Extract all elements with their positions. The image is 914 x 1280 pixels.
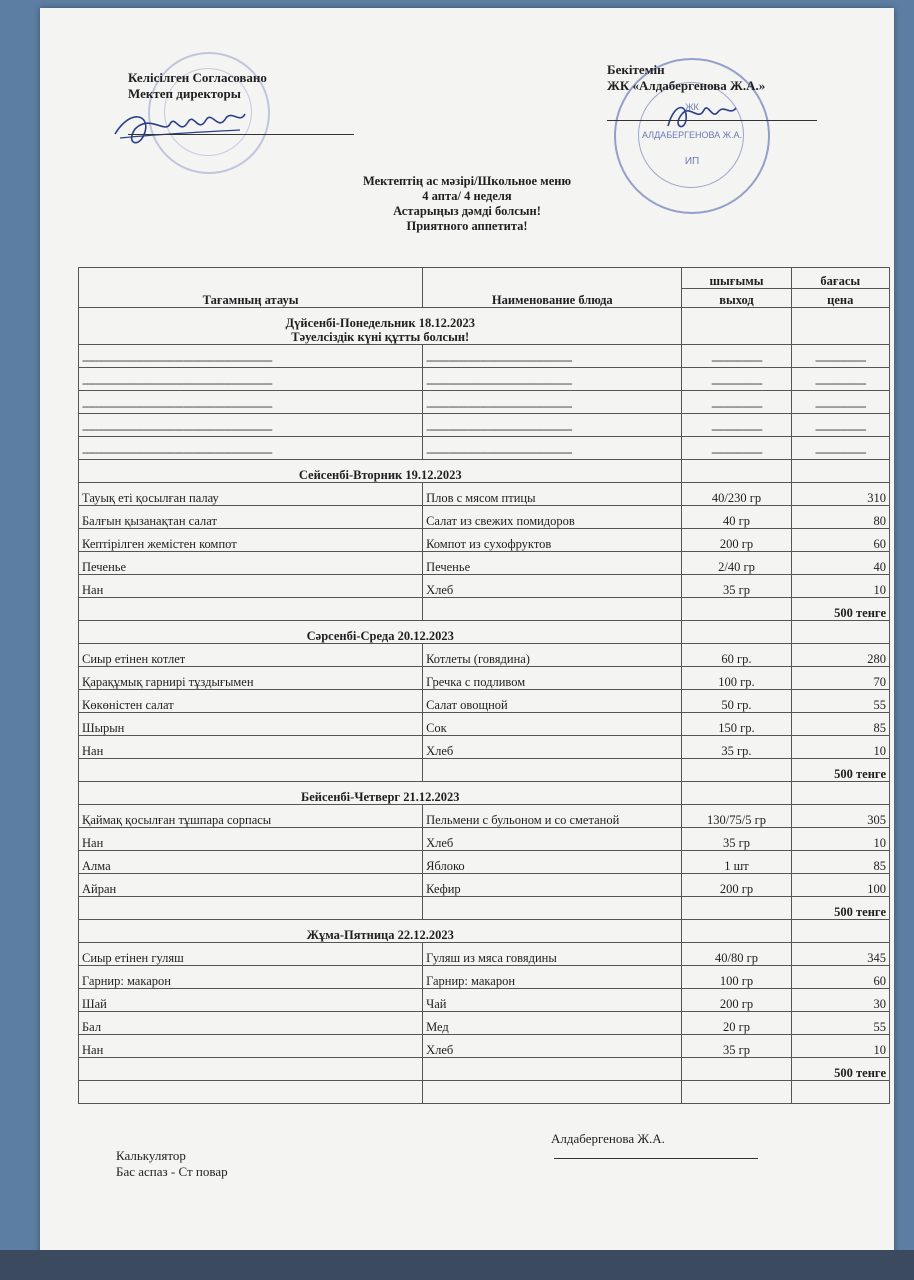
- table-row: [79, 483, 890, 506]
- dash-cell-price: ----------------: [791, 368, 889, 391]
- dish-name-kz: Нан: [79, 828, 423, 851]
- dish-price: 345: [791, 943, 889, 966]
- approver-signature: [660, 96, 740, 136]
- dash-cell-kz: ------------------------------------------------------------: [79, 437, 423, 460]
- dish-output: 40/80 гр: [682, 943, 791, 966]
- day-total-row: [79, 598, 890, 621]
- dish-price: 280: [791, 644, 889, 667]
- dish-name-ru: Хлеб: [423, 736, 682, 759]
- table-row: [79, 966, 890, 989]
- table-row: [79, 690, 890, 713]
- day-header-row: [79, 460, 890, 483]
- dish-price: 10: [791, 736, 889, 759]
- empty-cell: [682, 920, 791, 943]
- empty-cell: [791, 920, 889, 943]
- dash-cell-output: ----------------: [682, 391, 791, 414]
- dash-cell-ru: ----------------------------------------------: [423, 414, 682, 437]
- dish-output: 100 гр: [682, 966, 791, 989]
- dish-name-ru: Плов с мясом птицы: [423, 483, 682, 506]
- table-row: [79, 667, 890, 690]
- dish-output: 130/75/5 гр: [682, 805, 791, 828]
- right-signature-line: [607, 120, 817, 121]
- dish-output: 40 гр: [682, 506, 791, 529]
- table-row: [79, 529, 890, 552]
- dish-name-kz: Айран: [79, 874, 423, 897]
- dish-output: 200 гр: [682, 529, 791, 552]
- dish-name-kz: Нан: [79, 736, 423, 759]
- dash-cell-kz: ------------------------------------------------------------: [79, 345, 423, 368]
- table-row: [79, 874, 890, 897]
- dish-output: 35 гр: [682, 1035, 791, 1058]
- day-title-text: Дүйсенбі-Понедельник 18.12.2023: [285, 316, 475, 330]
- dish-name-ru: Гуляш из мяса говядины: [423, 943, 682, 966]
- day-total-row: [79, 897, 890, 920]
- day-title: [79, 460, 682, 483]
- dish-output: 2/40 гр: [682, 552, 791, 575]
- dish-price: 85: [791, 851, 889, 874]
- dish-name-ru: Мед: [423, 1012, 682, 1035]
- dish-name-ru: Хлеб: [423, 575, 682, 598]
- dashed-row: [79, 414, 890, 437]
- dish-name-kz: Бал: [79, 1012, 423, 1035]
- dashed-row: [79, 368, 890, 391]
- col-header-ru: Наименование блюда: [423, 268, 682, 308]
- table-row: [79, 713, 890, 736]
- day-title: [79, 920, 682, 943]
- empty-cell: [791, 621, 889, 644]
- dish-name-ru: Чай: [423, 989, 682, 1012]
- day-header-row: [79, 621, 890, 644]
- table-end-row: [79, 1081, 890, 1104]
- stamp-name-text: АЛДАБЕРГЕНОВА Ж.А.: [641, 130, 742, 140]
- dashed-row: [79, 345, 890, 368]
- dash-cell-output: ----------------: [682, 437, 791, 460]
- dish-name-kz: Гарнир: макарон: [79, 966, 423, 989]
- empty-cell: [423, 897, 682, 920]
- empty-cell: [423, 598, 682, 621]
- stamp-center-text: ИП: [684, 156, 700, 167]
- dish-price: 80: [791, 506, 889, 529]
- dish-name-ru: Хлеб: [423, 828, 682, 851]
- dish-name-ru: Яблоко: [423, 851, 682, 874]
- dish-name-ru: Пельмени с бульоном и со сметаной: [423, 805, 682, 828]
- dish-name-kz: Қаймақ қосылған тұшпара сорпасы: [79, 805, 423, 828]
- dish-output: 150 гр.: [682, 713, 791, 736]
- day-title-text: Сейсенбі-Вторник 19.12.2023: [298, 468, 462, 482]
- dish-price: 30: [791, 989, 889, 1012]
- dish-output: 100 гр.: [682, 667, 791, 690]
- dish-name-ru: Кефир: [423, 874, 682, 897]
- dish-name-kz: Тауық еті қосылған палау: [79, 483, 423, 506]
- footer-signature-line: [554, 1158, 758, 1159]
- menu-title-block: [40, 174, 894, 234]
- dash-cell-ru: ----------------------------------------------: [423, 345, 682, 368]
- empty-cell: [791, 1081, 889, 1104]
- dish-price: 10: [791, 575, 889, 598]
- dash-cell-ru: ----------------------------------------------: [423, 368, 682, 391]
- empty-cell: [423, 1058, 682, 1081]
- day-total: 500 тенге: [791, 759, 889, 782]
- empty-cell: [682, 598, 791, 621]
- dish-price: 85: [791, 713, 889, 736]
- dish-name-ru: Сок: [423, 713, 682, 736]
- dish-output: 200 гр: [682, 874, 791, 897]
- dish-name-kz: Нан: [79, 575, 423, 598]
- dash-cell-ru: ----------------------------------------------: [423, 391, 682, 414]
- dish-output: 50 гр.: [682, 690, 791, 713]
- dish-output: 20 гр: [682, 1012, 791, 1035]
- day-title-text: Бейсенбі-Четверг 21.12.2023: [300, 790, 460, 804]
- dish-output: 200 гр: [682, 989, 791, 1012]
- dish-name-ru: Гречка с подливом: [423, 667, 682, 690]
- empty-cell: [682, 308, 791, 345]
- dashed-row: [79, 437, 890, 460]
- table-row: [79, 1012, 890, 1035]
- empty-cell: [682, 460, 791, 483]
- day-title-text: Сәрсенбі-Среда 20.12.2023: [306, 629, 454, 643]
- dish-price: 310: [791, 483, 889, 506]
- footer-name: Алдабергенова Ж.А.: [551, 1131, 665, 1146]
- dish-output: 35 гр.: [682, 736, 791, 759]
- right-approval-sub: ЖК «Алдабергенова Ж.А.»: [607, 78, 766, 93]
- dish-name-kz: Сиыр етінен котлет: [79, 644, 423, 667]
- dash-cell-kz: ------------------------------------------------------------: [79, 391, 423, 414]
- empty-cell: [682, 759, 791, 782]
- col-header-price-kz: бағасы: [791, 268, 889, 289]
- stamp-top-text: ЖК: [685, 102, 699, 112]
- dash-cell-ru: ----------------------------------------------: [423, 437, 682, 460]
- col-header-output-kz: шығымы: [682, 268, 791, 289]
- dish-name-ru: Компот из сухофруктов: [423, 529, 682, 552]
- day-subtitle-text: Тәуелсіздік күні құтты болсын!: [291, 330, 470, 344]
- menu-week: 4 апта/ 4 неделя: [422, 189, 512, 203]
- table-row: [79, 943, 890, 966]
- dash-cell-kz: ------------------------------------------------------------: [79, 368, 423, 391]
- empty-cell: [682, 782, 791, 805]
- empty-cell: [791, 782, 889, 805]
- dish-name-kz: Печенье: [79, 552, 423, 575]
- col-header-price-ru: цена: [791, 289, 889, 308]
- dash-cell-output: ----------------: [682, 345, 791, 368]
- dash-cell-price: ----------------: [791, 437, 889, 460]
- right-approval-title: Бекітемін: [607, 62, 665, 77]
- dish-price: 60: [791, 529, 889, 552]
- day-title-text: Жұма-Пятница 22.12.2023: [306, 928, 454, 942]
- day-total: 500 тенге: [791, 897, 889, 920]
- dish-name-kz: Шырын: [79, 713, 423, 736]
- dish-price: 70: [791, 667, 889, 690]
- dash-cell-output: ----------------: [682, 368, 791, 391]
- dish-price: 10: [791, 1035, 889, 1058]
- menu-table: [78, 267, 890, 1104]
- table-row: [79, 851, 890, 874]
- dish-output: 35 гр: [682, 575, 791, 598]
- empty-cell: [791, 460, 889, 483]
- table-row: [79, 575, 890, 598]
- dashed-row: [79, 391, 890, 414]
- table-row: [79, 506, 890, 529]
- day-title: [79, 308, 682, 345]
- dish-name-kz: Шай: [79, 989, 423, 1012]
- menu-wish-ru: Приятного аппетита!: [406, 219, 528, 233]
- left-signature-line: [128, 134, 354, 135]
- table-row: [79, 1035, 890, 1058]
- empty-cell: [423, 1081, 682, 1104]
- day-total: 500 тенге: [791, 598, 889, 621]
- col-header-output-ru: выход: [682, 289, 791, 308]
- table-row: [79, 644, 890, 667]
- day-total-row: [79, 759, 890, 782]
- dish-price: 40: [791, 552, 889, 575]
- background-floor: [0, 1250, 914, 1280]
- dish-price: 60: [791, 966, 889, 989]
- dish-name-kz: Нан: [79, 1035, 423, 1058]
- dish-price: 55: [791, 1012, 889, 1035]
- empty-cell: [682, 1058, 791, 1081]
- footer-chef-label: Бас аспаз - Ст повар: [116, 1164, 228, 1179]
- empty-cell: [423, 759, 682, 782]
- dish-name-ru: Гарнир: макарон: [423, 966, 682, 989]
- table-row: [79, 552, 890, 575]
- dish-name-ru: Хлеб: [423, 1035, 682, 1058]
- empty-cell: [682, 1081, 791, 1104]
- empty-cell: [79, 598, 423, 621]
- day-total-row: [79, 1058, 890, 1081]
- day-header-row: [79, 782, 890, 805]
- dish-output: 60 гр.: [682, 644, 791, 667]
- dish-name-ru: Печенье: [423, 552, 682, 575]
- menu-title: Мектептің ас мәзірі/Школьное меню: [362, 174, 571, 188]
- day-title: [79, 621, 682, 644]
- dish-name-kz: Кептірілген жемістен компот: [79, 529, 423, 552]
- table-row: [79, 828, 890, 851]
- menu-sheet: [40, 8, 894, 1270]
- day-header-row: [79, 308, 890, 345]
- dish-name-kz: Көкөністен салат: [79, 690, 423, 713]
- table-row: [79, 805, 890, 828]
- dish-price: 55: [791, 690, 889, 713]
- day-header-row: [79, 920, 890, 943]
- dish-name-kz: Алма: [79, 851, 423, 874]
- left-approval-title: Келісілген Согласовано: [128, 70, 267, 85]
- dash-cell-price: ----------------: [791, 391, 889, 414]
- left-approval-sub: Мектеп директоры: [128, 86, 241, 101]
- dash-cell-price: ----------------: [791, 414, 889, 437]
- dish-name-kz: Қарақұмық гарнирі тұздығымен: [79, 667, 423, 690]
- empty-cell: [682, 621, 791, 644]
- dish-output: 40/230 гр: [682, 483, 791, 506]
- director-signature: [110, 104, 250, 154]
- menu-wish-kz: Астарыңыз дәмді болсын!: [393, 204, 541, 218]
- dash-cell-output: ----------------: [682, 414, 791, 437]
- table-header-row: [79, 268, 890, 289]
- dash-cell-price: ----------------: [791, 345, 889, 368]
- dish-output: 35 гр: [682, 828, 791, 851]
- table-row: [79, 989, 890, 1012]
- footer-calculator-label: Калькулятор: [116, 1148, 186, 1163]
- empty-cell: [79, 1058, 423, 1081]
- table-row: [79, 736, 890, 759]
- empty-cell: [79, 1081, 423, 1104]
- dish-name-ru: Салат из свежих помидоров: [423, 506, 682, 529]
- day-title: [79, 782, 682, 805]
- dish-name-ru: Салат овощной: [423, 690, 682, 713]
- dish-price: 100: [791, 874, 889, 897]
- col-header-kz: Тағамның атауы: [79, 268, 423, 308]
- dish-output: 1 шт: [682, 851, 791, 874]
- dish-price: 10: [791, 828, 889, 851]
- dish-name-ru: Котлеты (говядина): [423, 644, 682, 667]
- empty-cell: [682, 897, 791, 920]
- dish-price: 305: [791, 805, 889, 828]
- dish-name-kz: Балғын қызанақтан салат: [79, 506, 423, 529]
- empty-cell: [79, 759, 423, 782]
- empty-cell: [79, 897, 423, 920]
- dash-cell-kz: ------------------------------------------------------------: [79, 414, 423, 437]
- empty-cell: [791, 308, 889, 345]
- day-total: 500 тенге: [791, 1058, 889, 1081]
- dish-name-kz: Сиыр етінен гуляш: [79, 943, 423, 966]
